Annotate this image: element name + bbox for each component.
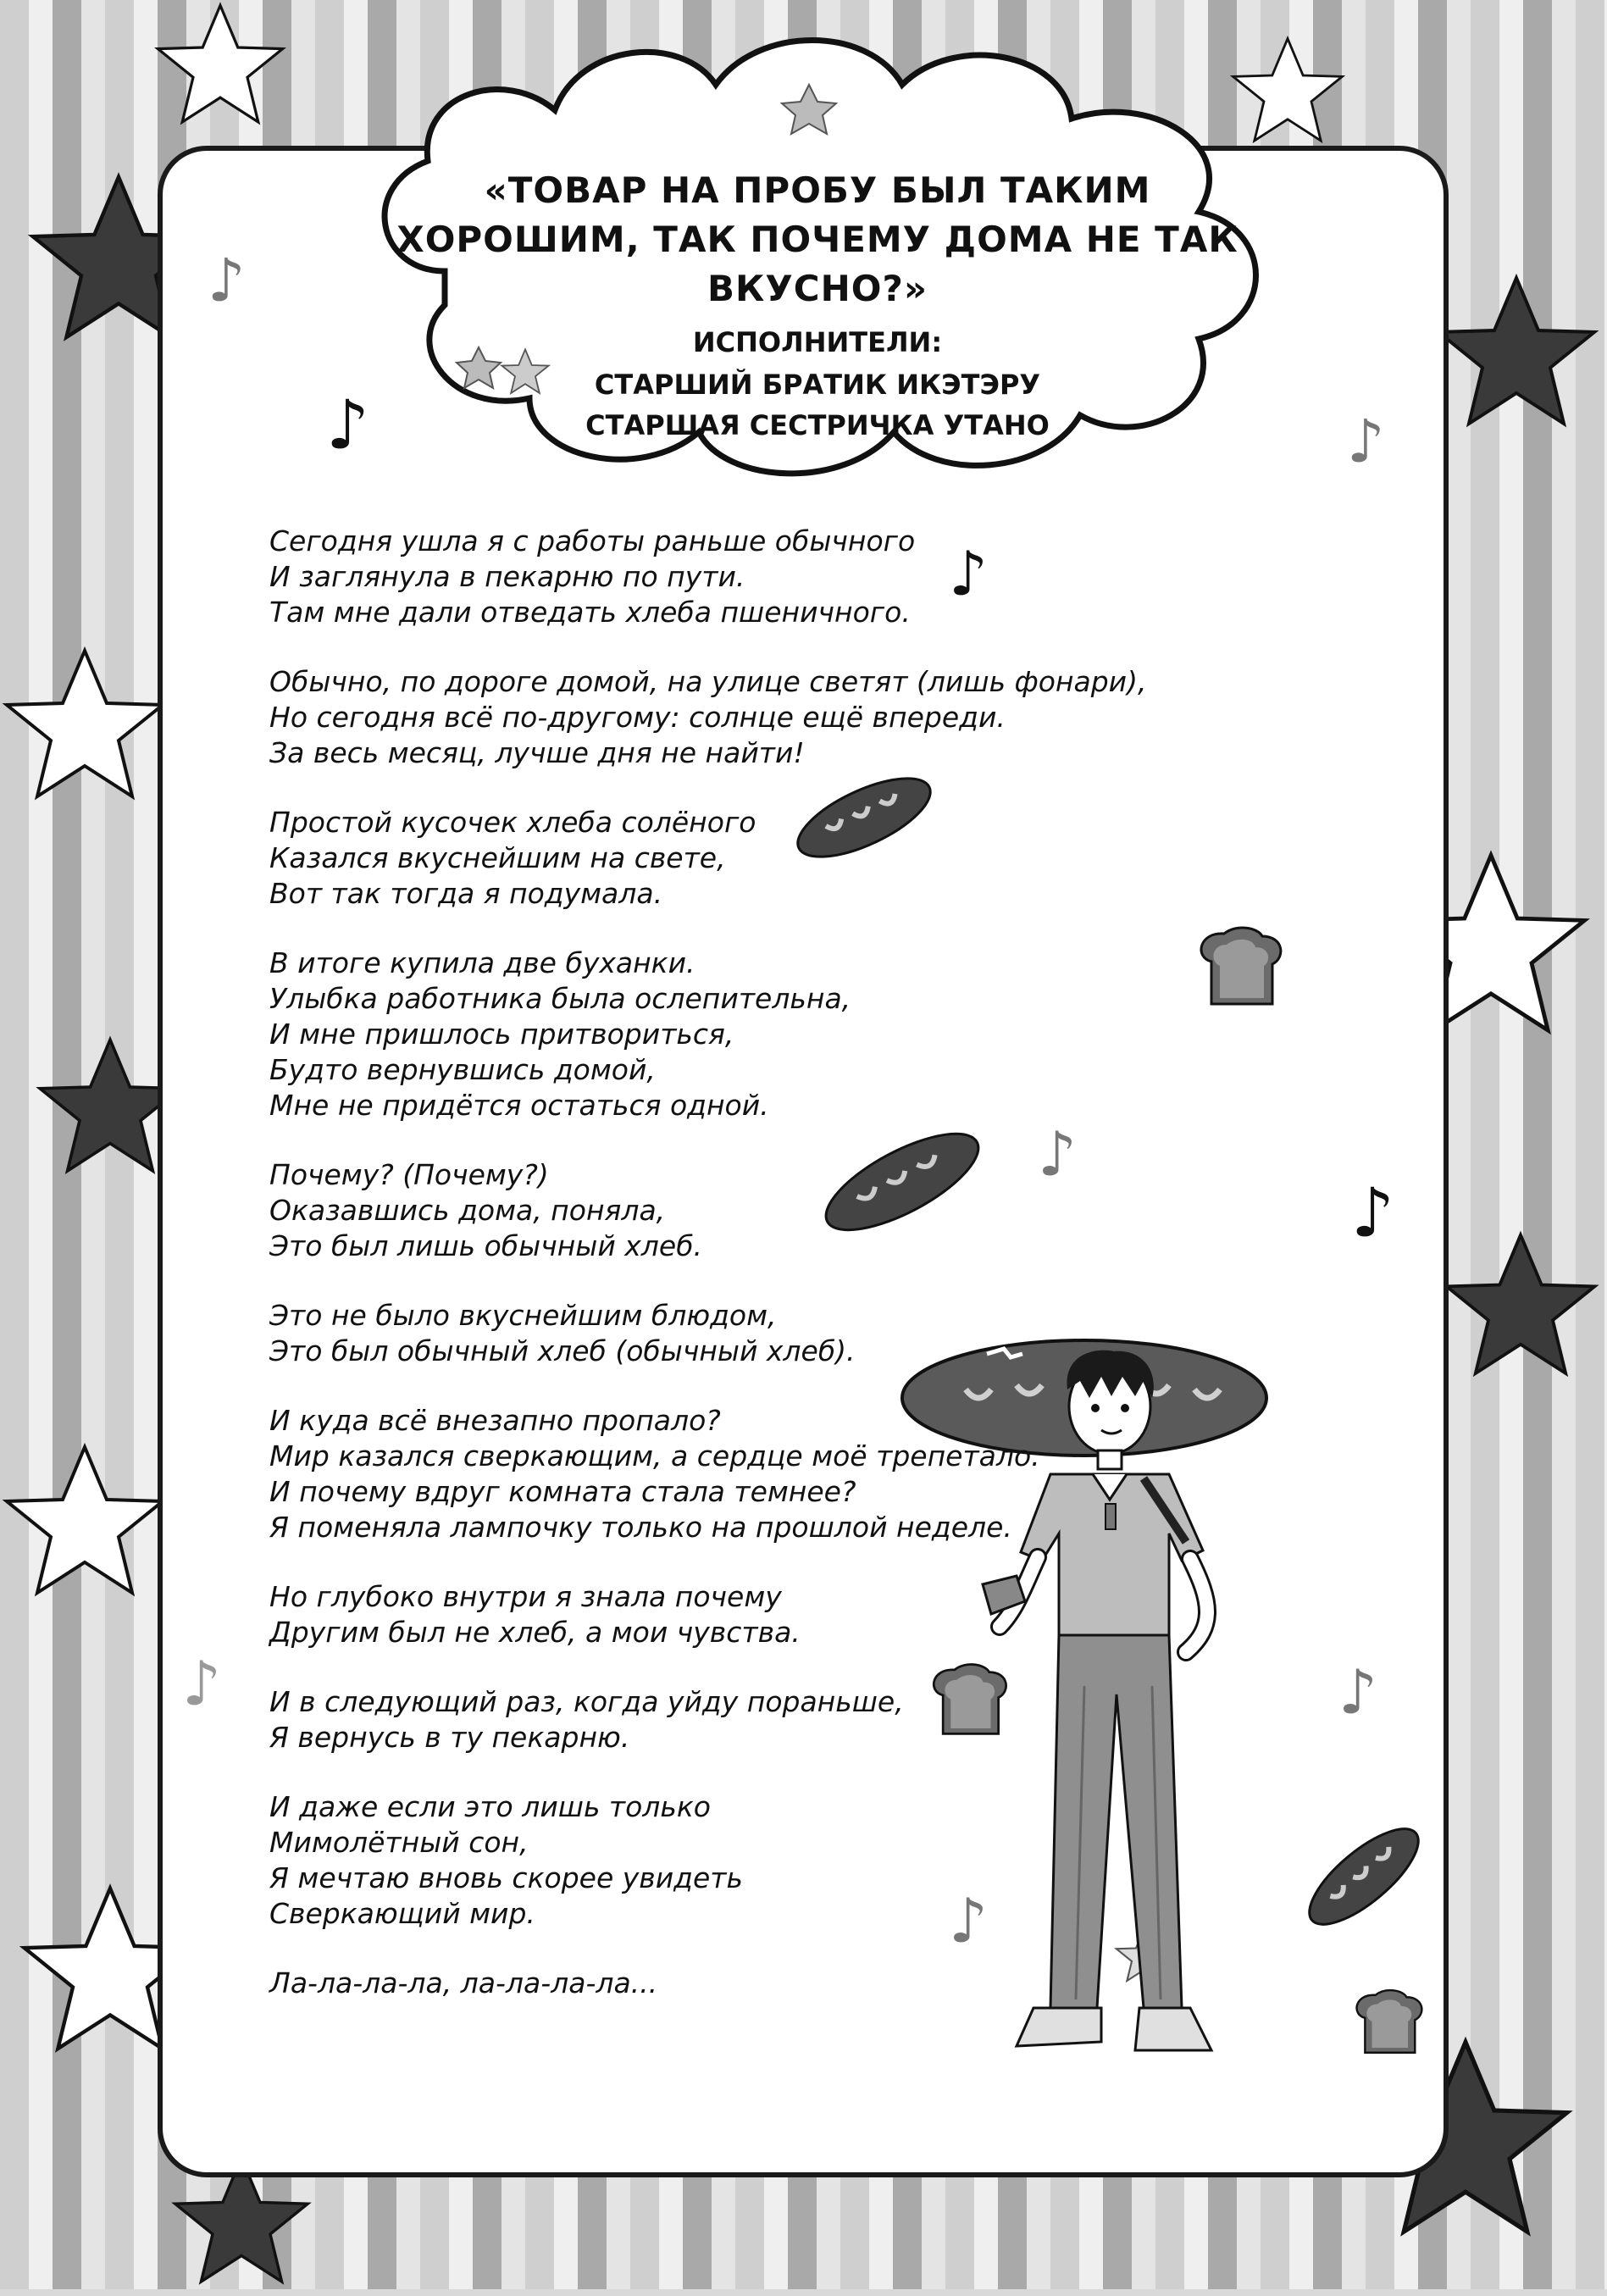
performer-1: СТАРШИЙ БРАТИК ИКЭТЭРУ	[594, 369, 1041, 401]
lyric-line: Оказавшись дома, поняла,	[269, 1194, 666, 1227]
lyric-line: Это не было вкуснейшим блюдом,	[269, 1299, 777, 1332]
baguette-icon	[1288, 1813, 1440, 1940]
star-icon	[500, 347, 551, 398]
lyric-line: Улыбка работника была ослепительна,	[269, 982, 851, 1015]
stanza	[269, 1789, 1184, 1932]
stanza	[269, 1684, 1184, 1755]
lyric-line: Там мне дали отведать хлеба пшеничного.	[269, 596, 911, 629]
lyric-line: Это был лишь обычный хлеб.	[269, 1229, 703, 1262]
star-icon	[1432, 271, 1601, 441]
music-note-icon: ♪	[949, 538, 988, 609]
performers-label: ИСПОЛНИТЕЛИ:	[692, 326, 943, 358]
lyric-line: Это был обычный хлеб (обычный хлеб).	[269, 1334, 856, 1367]
lyric-line: Казался вкуснейшим на свете,	[269, 841, 726, 874]
music-note-icon: ♪	[949, 1885, 988, 1956]
lyric-line: И заглянула в пекарню по пути.	[269, 560, 745, 593]
music-note-icon: ♪	[1351, 1173, 1395, 1252]
star-icon	[0, 1440, 169, 1610]
lyric-line: Я мечтаю вновь скорее увидеть	[269, 1861, 743, 1894]
lyric-line: Мне не придётся остаться одной.	[269, 1089, 769, 1122]
performer-2: СТАРШАЯ СЕСТРИЧКА УТАНО	[585, 409, 1050, 441]
lyric-line: И куда всё внезапно пропало?	[269, 1404, 721, 1437]
lyric-line: Обычно, по дороге домой, на улице светят (лишь фонари),	[269, 665, 1147, 698]
stanza	[269, 1157, 1184, 1264]
lyric-line: Сегодня ушла я с работы раньше обычного	[269, 524, 916, 557]
star-icon	[152, 0, 288, 136]
lyric-line: И почему вдруг комната стала темнее?	[269, 1475, 856, 1508]
music-note-icon: ♪	[208, 246, 246, 315]
music-note-icon: ♪	[182, 1648, 221, 1719]
stanza	[269, 524, 1184, 630]
song-title: «ТОВАР НА ПРОБУ БЫЛ ТАКИМ ХОРОШИМ, ТАК ПОЧЕМУ ДОМА НЕ ТАК ВКУСНО?»	[396, 169, 1238, 309]
bread-slice-icon	[1194, 923, 1288, 1017]
bread-slice-icon	[1351, 1987, 1427, 2063]
song-title-block	[364, 166, 1271, 444]
lyric-line: И даже если это лишь только	[269, 1790, 711, 1823]
music-note-icon: ♪	[1038, 1118, 1077, 1190]
lyric-line: Ла-ла-ла-ла, ла-ла-ла-ла...	[269, 1966, 658, 1999]
lyric-line: Другим был не хлеб, а мои чувства.	[269, 1616, 801, 1649]
lyric-line: Я вернусь в ту пекарню.	[269, 1721, 630, 1754]
lyric-line: Мир казался сверкающим, а сердце моё трепетало.	[269, 1439, 1040, 1472]
lyric-line: Сверкающий мир.	[269, 1897, 535, 1930]
stanza	[269, 1403, 1184, 1545]
stanza	[269, 1298, 1184, 1369]
lyric-line: В итоге купила две буханки.	[269, 946, 695, 979]
stanza	[269, 664, 1184, 771]
stanza	[269, 805, 1184, 912]
lyric-line: Я поменяла лампочку только на прошлой неделе.	[269, 1511, 1012, 1544]
lyric-line: Будто вернувшись домой,	[269, 1053, 656, 1086]
lyric-line: И мне пришлось притвориться,	[269, 1018, 734, 1051]
music-note-icon: ♪	[326, 385, 370, 464]
lyrics	[269, 524, 1184, 2035]
lyric-line: Почему? (Почему?)	[269, 1158, 549, 1191]
lyric-line: Но глубоко внутри я знала почему	[269, 1580, 782, 1613]
lyric-line: Но сегодня всё по-другому: солнце ещё впереди.	[269, 701, 1006, 734]
lyric-line: И в следующий раз, когда уйду пораньше,	[269, 1685, 904, 1718]
stanza	[269, 946, 1184, 1123]
lyric-line: Мимолётный сон,	[269, 1826, 529, 1859]
star-icon	[1440, 1228, 1601, 1389]
stanza	[269, 1966, 1184, 2001]
star-icon	[0, 644, 169, 813]
music-note-icon: ♪	[1338, 1656, 1377, 1728]
music-note-icon: ♪	[1347, 407, 1385, 476]
lyric-line: Простой кусочек хлеба солёного	[269, 806, 756, 839]
lyric-line: Вот так тогда я подумала.	[269, 877, 663, 910]
lyric-line: За весь месяц, лучше дня не найти!	[269, 736, 805, 769]
stanza	[269, 1579, 1184, 1650]
